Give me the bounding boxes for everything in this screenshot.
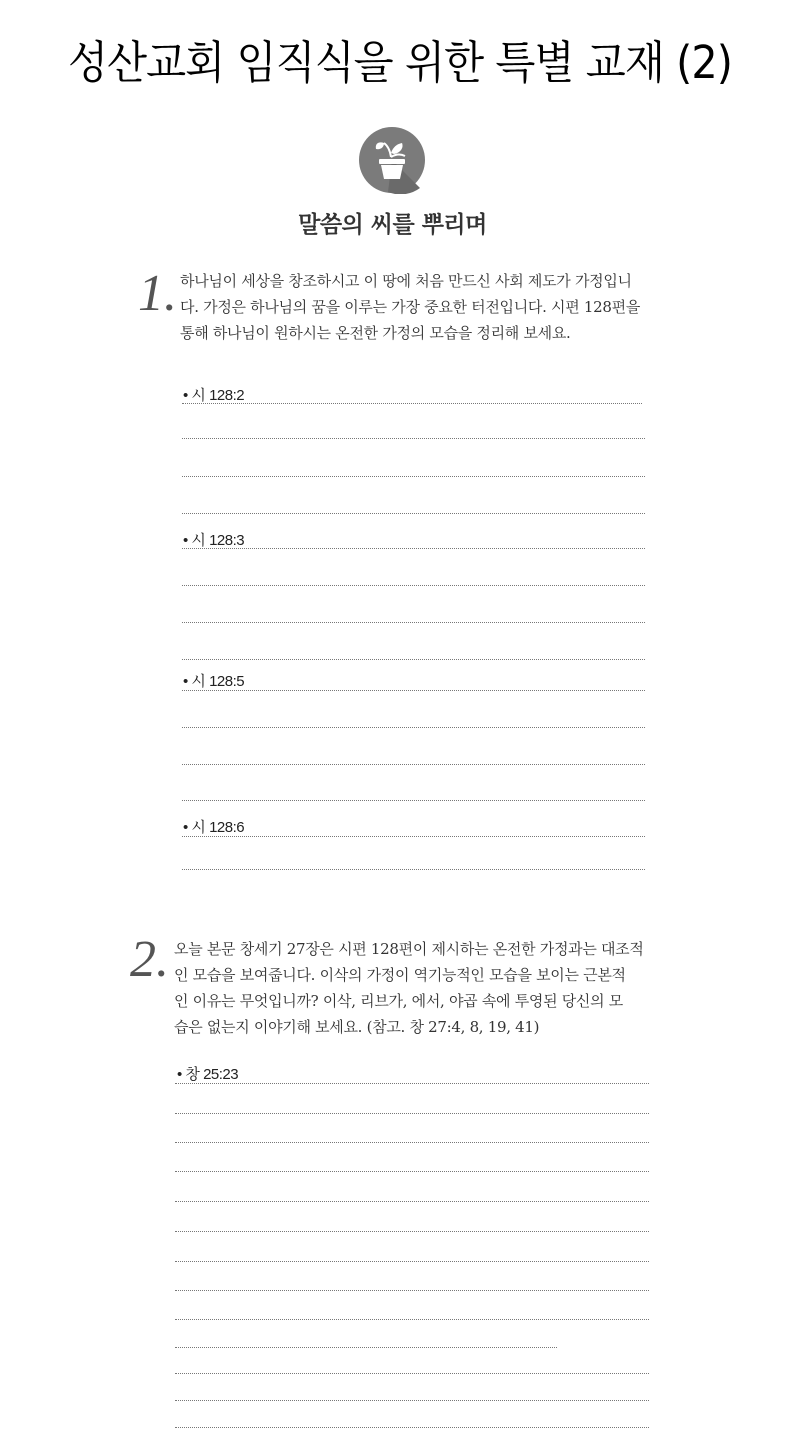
plant-pot-icon [358, 126, 426, 194]
answer-line[interactable] [175, 1427, 649, 1428]
answer-line[interactable] [175, 1201, 649, 1202]
answer-line[interactable] [175, 1261, 649, 1262]
question-number: 2. [130, 931, 169, 988]
answer-line[interactable] [182, 476, 645, 477]
answer-line[interactable] [182, 836, 645, 837]
answer-line[interactable] [175, 1347, 557, 1348]
verse-label: • 시 128:6 [183, 819, 245, 836]
question-line: 오늘 본문 창세기 27장은 시편 128편이 제시하는 온전한 가정과는 대조적 [174, 940, 644, 958]
answer-line[interactable] [182, 764, 645, 765]
answer-line[interactable] [175, 1113, 649, 1114]
question-text [174, 936, 644, 1040]
question-number: 1. [138, 265, 177, 322]
question-line: 통해 하나님이 원하시는 온전한 가정의 모습을 정리해 보세요. [180, 324, 571, 342]
answer-line[interactable] [175, 1171, 649, 1172]
page-title: 성산교회 임직식을 위한 특별 교재 (2) [67, 36, 733, 89]
answer-line[interactable] [182, 869, 645, 870]
question-line: 인 모습을 보여줍니다. 이삭의 가정이 역기능적인 모습을 보이는 근본적 [174, 966, 626, 984]
question-text [180, 268, 640, 346]
answer-line[interactable] [182, 548, 645, 549]
question-line: 다. 가정은 하나님의 꿈을 이루는 가장 중요한 터전입니다. 시편 128편을 [180, 298, 641, 316]
answer-line[interactable] [175, 1373, 649, 1374]
answer-line[interactable] [175, 1142, 649, 1143]
answer-line[interactable] [182, 622, 645, 623]
answer-line[interactable] [175, 1083, 649, 1084]
verse-label: • 시 128:3 [183, 532, 245, 549]
question-line: 하나님이 세상을 창조하시고 이 땅에 처음 만드신 사회 제도가 가정입니 [180, 272, 632, 290]
answer-line[interactable] [182, 800, 645, 801]
answer-line[interactable] [175, 1319, 649, 1320]
answer-line[interactable] [175, 1400, 649, 1401]
answer-line[interactable] [182, 438, 645, 439]
section-heading: 말씀의 씨를 뿌리며 [298, 212, 487, 238]
question-line: 인 이유는 무엇입니까? 이삭, 리브가, 에서, 야곱 속에 투영된 당신의 모 [174, 992, 623, 1010]
answer-line[interactable] [175, 1290, 649, 1291]
question-line: 습은 없는지 이야기해 보세요. (참고. 창 27:4, 8, 19, 41) [174, 1018, 540, 1036]
answer-line[interactable] [182, 659, 645, 660]
answer-line[interactable] [182, 690, 645, 691]
answer-line[interactable] [182, 585, 645, 586]
verse-label: • 시 128:5 [183, 673, 245, 690]
answer-line[interactable] [182, 403, 642, 404]
verse-label: • 창 25:23 [177, 1066, 239, 1083]
answer-line[interactable] [182, 727, 645, 728]
verse-label: • 시 128:2 [183, 387, 245, 404]
answer-line[interactable] [182, 513, 645, 514]
answer-line[interactable] [175, 1231, 649, 1232]
